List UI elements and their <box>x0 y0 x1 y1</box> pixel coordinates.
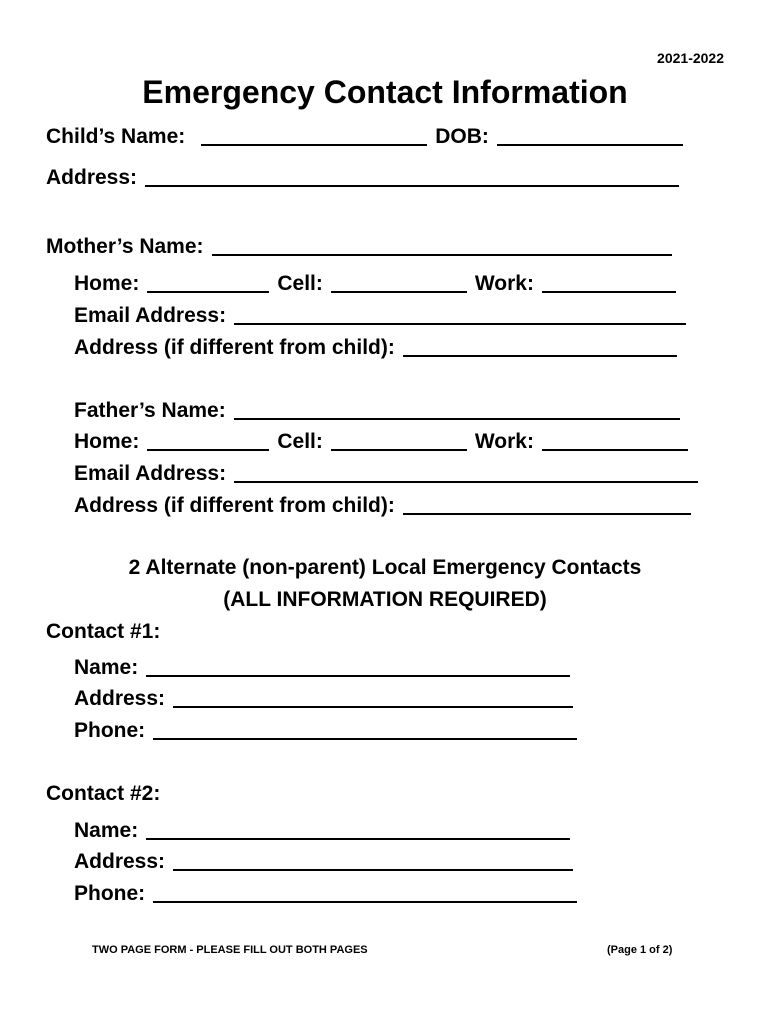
contact2-title <box>46 782 160 806</box>
contact1-phone-row <box>74 719 577 743</box>
contact1-phone-label: Phone: <box>74 719 146 742</box>
page-number: (Page 1 of 2) <box>607 944 673 956</box>
contact2-name-label: Name: <box>74 819 139 842</box>
mother-cell-label: Cell: <box>277 272 323 295</box>
contact1-title-text: Contact #1: <box>46 620 161 643</box>
father-email-label: Email Address: <box>74 462 227 485</box>
contact1-address-field[interactable] <box>173 688 573 708</box>
child-address-field[interactable] <box>145 167 679 187</box>
page-title: Emergency Contact Information <box>142 74 628 110</box>
mother-name-label: Mother’s Name: <box>46 235 204 258</box>
mother-email-field[interactable] <box>234 305 686 325</box>
child-address-row <box>46 166 679 190</box>
mother-email-row <box>74 304 686 328</box>
child-address-label: Address: <box>46 166 138 189</box>
mother-address-label: Address (if different from child): <box>74 336 395 359</box>
father-home-field[interactable] <box>147 431 269 451</box>
contact1-title <box>46 620 160 644</box>
father-name-field[interactable] <box>234 400 680 420</box>
school-year: 2021-2022 <box>657 50 724 66</box>
father-cell-field[interactable] <box>331 431 467 451</box>
mother-address-row <box>74 336 677 360</box>
contact2-name-row <box>74 819 570 843</box>
father-address-row <box>74 494 691 518</box>
contact1-name-row <box>74 656 570 680</box>
footer-note: TWO PAGE FORM - PLEASE FILL OUT BOTH PAGES <box>92 944 368 956</box>
contact2-address-label: Address: <box>74 850 166 873</box>
mother-name-row <box>46 235 672 259</box>
alternates-subheading: (ALL INFORMATION REQUIRED) <box>223 588 547 611</box>
father-work-field[interactable] <box>542 431 688 451</box>
child-name-row <box>46 125 683 149</box>
mother-work-label: Work: <box>474 272 534 295</box>
contact1-name-field[interactable] <box>146 657 570 677</box>
child-name-label: Child’s Name: <box>46 125 186 148</box>
mother-address-field[interactable] <box>403 337 677 357</box>
father-email-field[interactable] <box>234 463 698 483</box>
mother-home-field[interactable] <box>147 273 269 293</box>
father-address-field[interactable] <box>403 495 691 515</box>
contact1-name-label: Name: <box>74 656 139 679</box>
father-phone-row <box>74 430 688 454</box>
contact1-address-row <box>74 687 573 711</box>
contact2-phone-field[interactable] <box>153 883 577 903</box>
mother-cell-field[interactable] <box>331 273 467 293</box>
father-cell-label: Cell: <box>277 430 323 453</box>
father-name-row <box>74 399 680 423</box>
contact2-title-text: Contact #2: <box>46 782 161 805</box>
contact2-address-row <box>74 850 573 874</box>
father-email-row <box>74 462 698 486</box>
alternates-heading: 2 Alternate (non-parent) Local Emergency Contacts <box>128 556 642 579</box>
dob-label: DOB: <box>435 125 489 148</box>
father-home-label: Home: <box>74 430 140 453</box>
mother-phone-row <box>74 272 676 296</box>
contact1-phone-field[interactable] <box>153 720 577 740</box>
dob-field[interactable] <box>497 126 683 146</box>
mother-name-field[interactable] <box>212 236 672 256</box>
father-address-label: Address (if different from child): <box>74 494 395 517</box>
contact2-phone-label: Phone: <box>74 882 146 905</box>
contact1-address-label: Address: <box>74 687 166 710</box>
contact2-address-field[interactable] <box>173 851 573 871</box>
contact2-phone-row <box>74 882 577 906</box>
child-name-field[interactable] <box>201 126 427 146</box>
mother-home-label: Home: <box>74 272 140 295</box>
mother-email-label: Email Address: <box>74 304 227 327</box>
father-name-label: Father’s Name: <box>74 399 226 422</box>
contact2-name-field[interactable] <box>146 820 570 840</box>
father-work-label: Work: <box>474 430 534 453</box>
mother-work-field[interactable] <box>542 273 676 293</box>
